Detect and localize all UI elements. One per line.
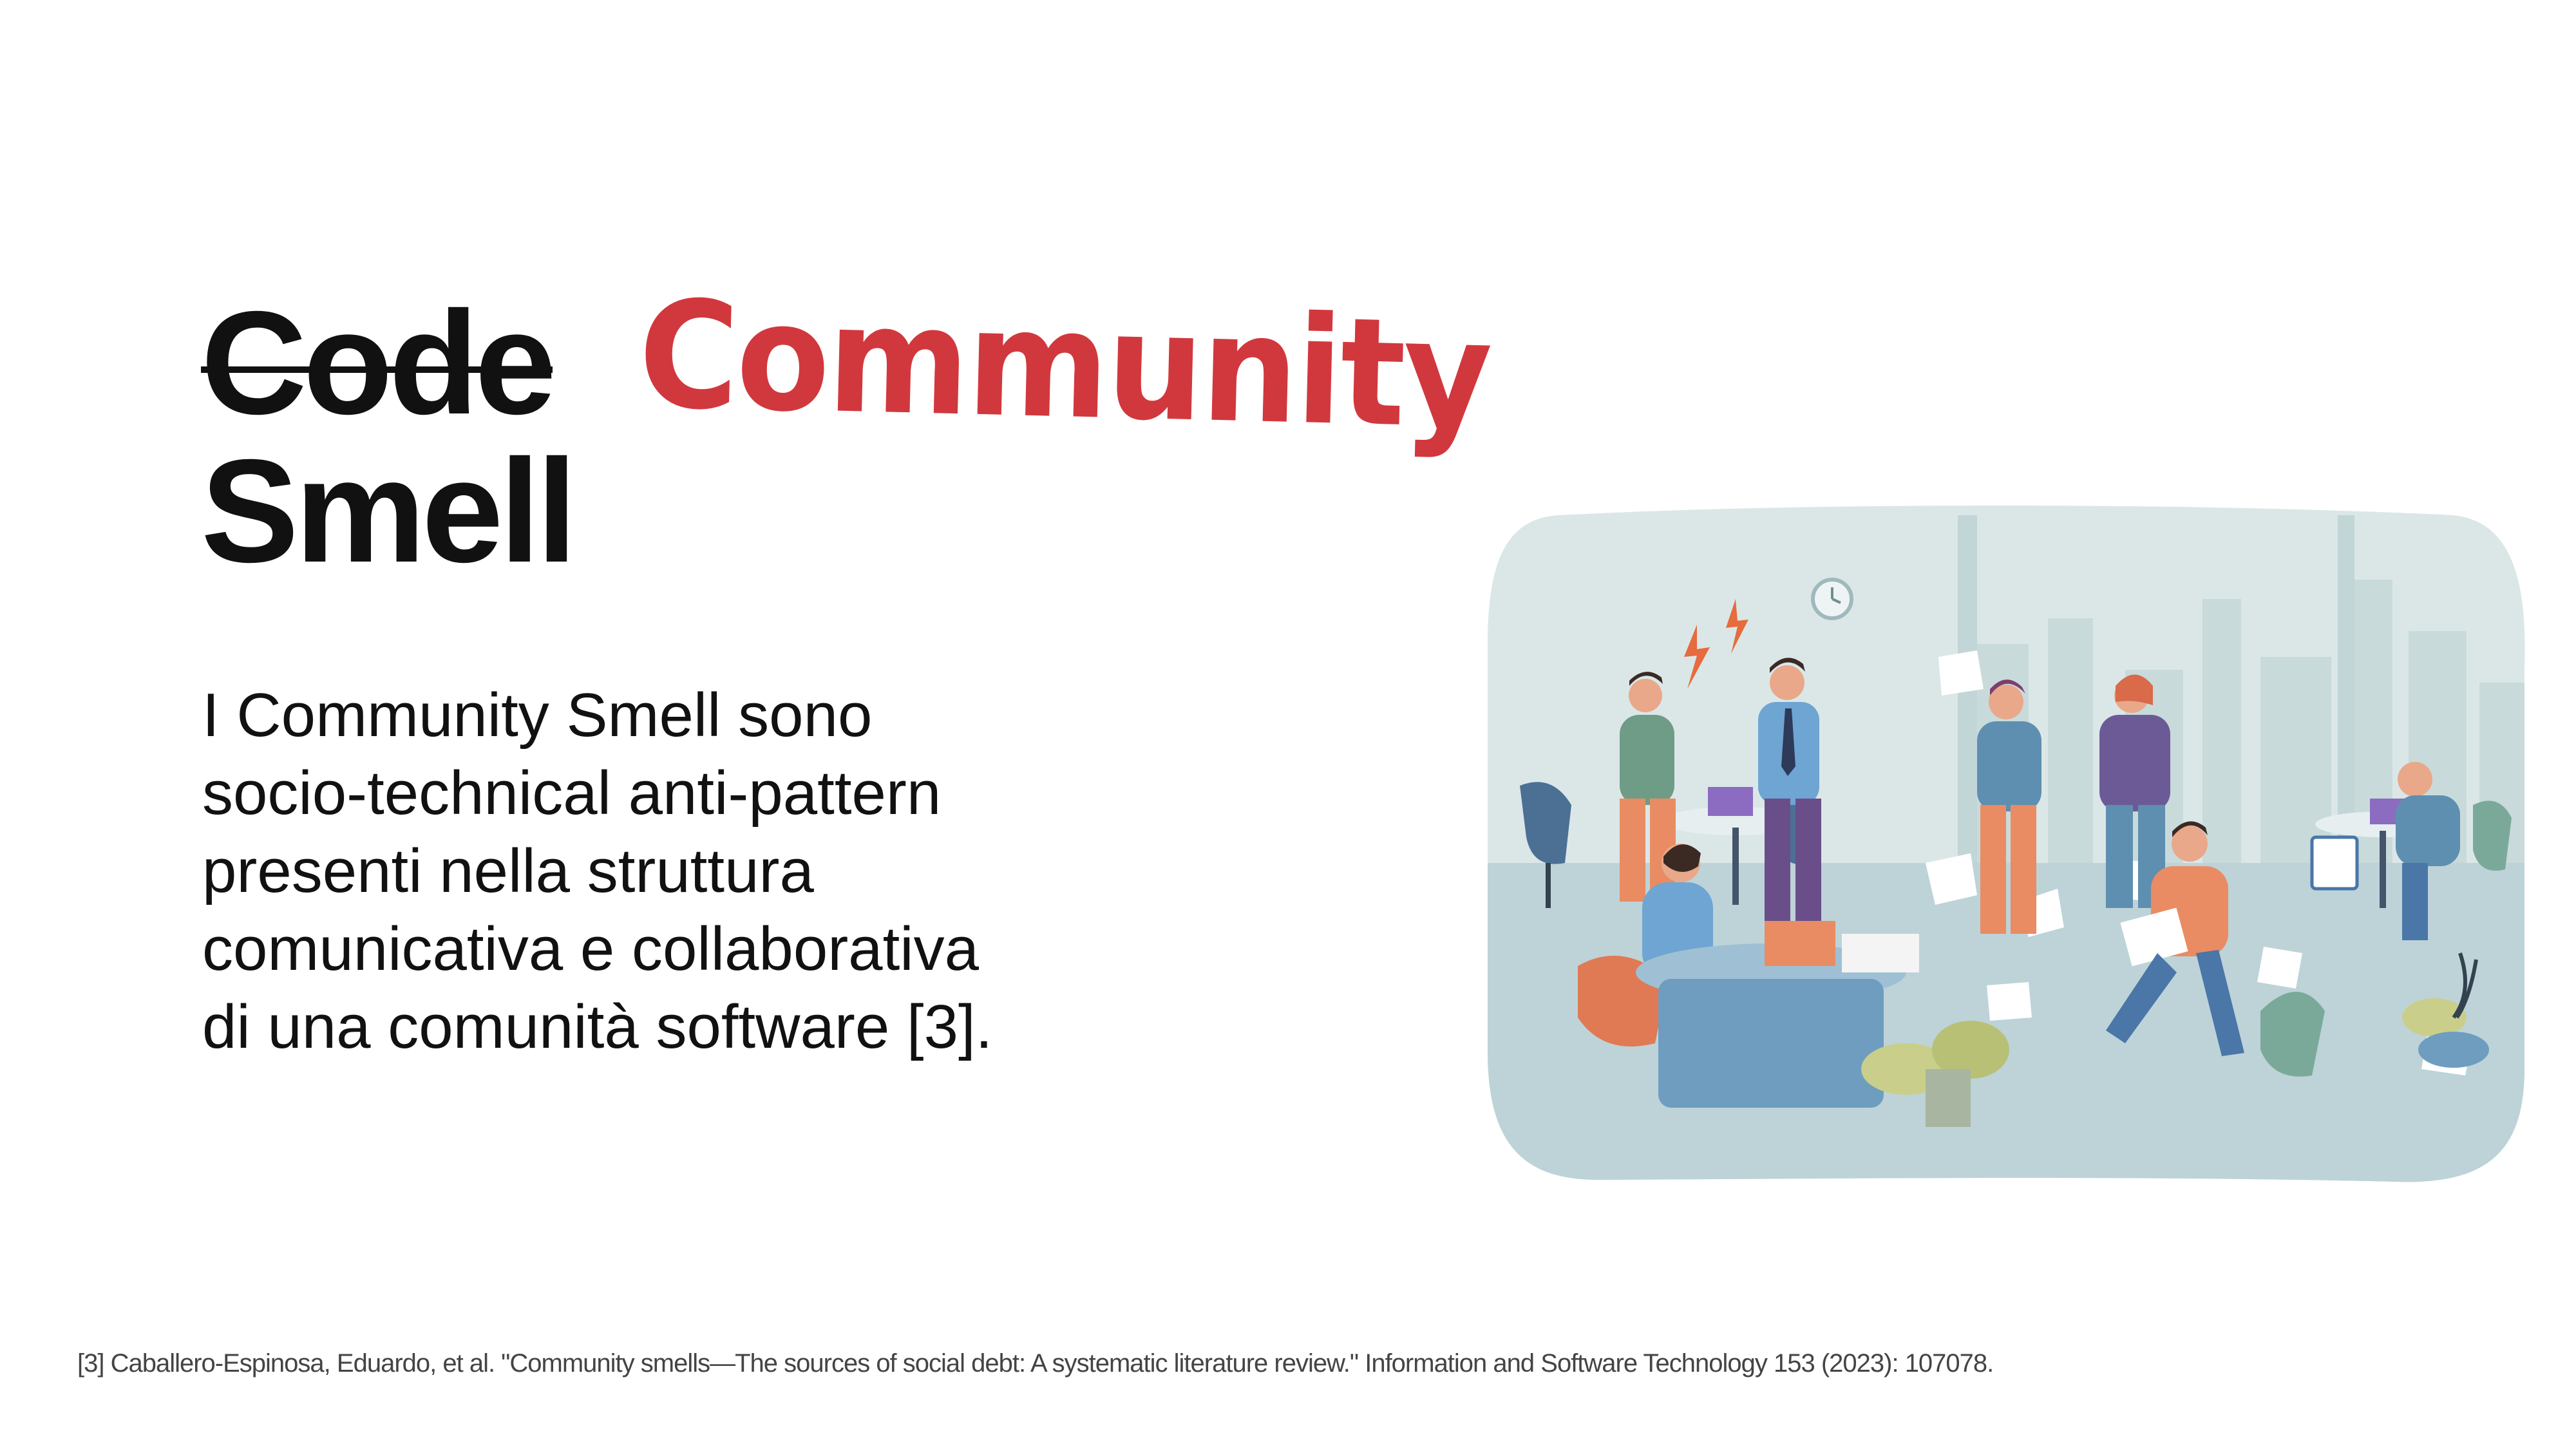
slide-title [201, 269, 1553, 593]
office-chair [2473, 800, 2512, 871]
footnote-citation: [3] Caballero-Espinosa, Eduardo, et al. "Community smells—The sources of social debt: A systematic literature review." Information and Software Technology 153 (2023): 107078. [77, 1349, 1994, 1378]
body-line: comunicativa e collaborativa [202, 914, 979, 983]
title-smell-word: Smell [201, 430, 574, 593]
trash-bin [2312, 837, 2357, 889]
window-frame [2338, 515, 2354, 863]
body-line: presenti nella struttura [202, 837, 814, 905]
body-line: socio-technical anti-pattern [202, 759, 942, 828]
title-struck-word: Code [201, 281, 553, 445]
work-desk [1658, 979, 1884, 1108]
body-line: I Community Smell sono [202, 681, 873, 750]
title-line-1 [201, 269, 1553, 462]
clock-icon [1813, 580, 1852, 618]
body-line: di una comunità software [3]. [202, 992, 993, 1061]
paper-stack [1842, 934, 1919, 972]
laptop-icon [1765, 921, 1835, 966]
office-chaos-illustration [1481, 502, 2531, 1191]
laptop-icon [1708, 787, 1753, 816]
body-paragraph [202, 676, 1104, 1066]
title-replacement-word: Community [636, 269, 1492, 462]
